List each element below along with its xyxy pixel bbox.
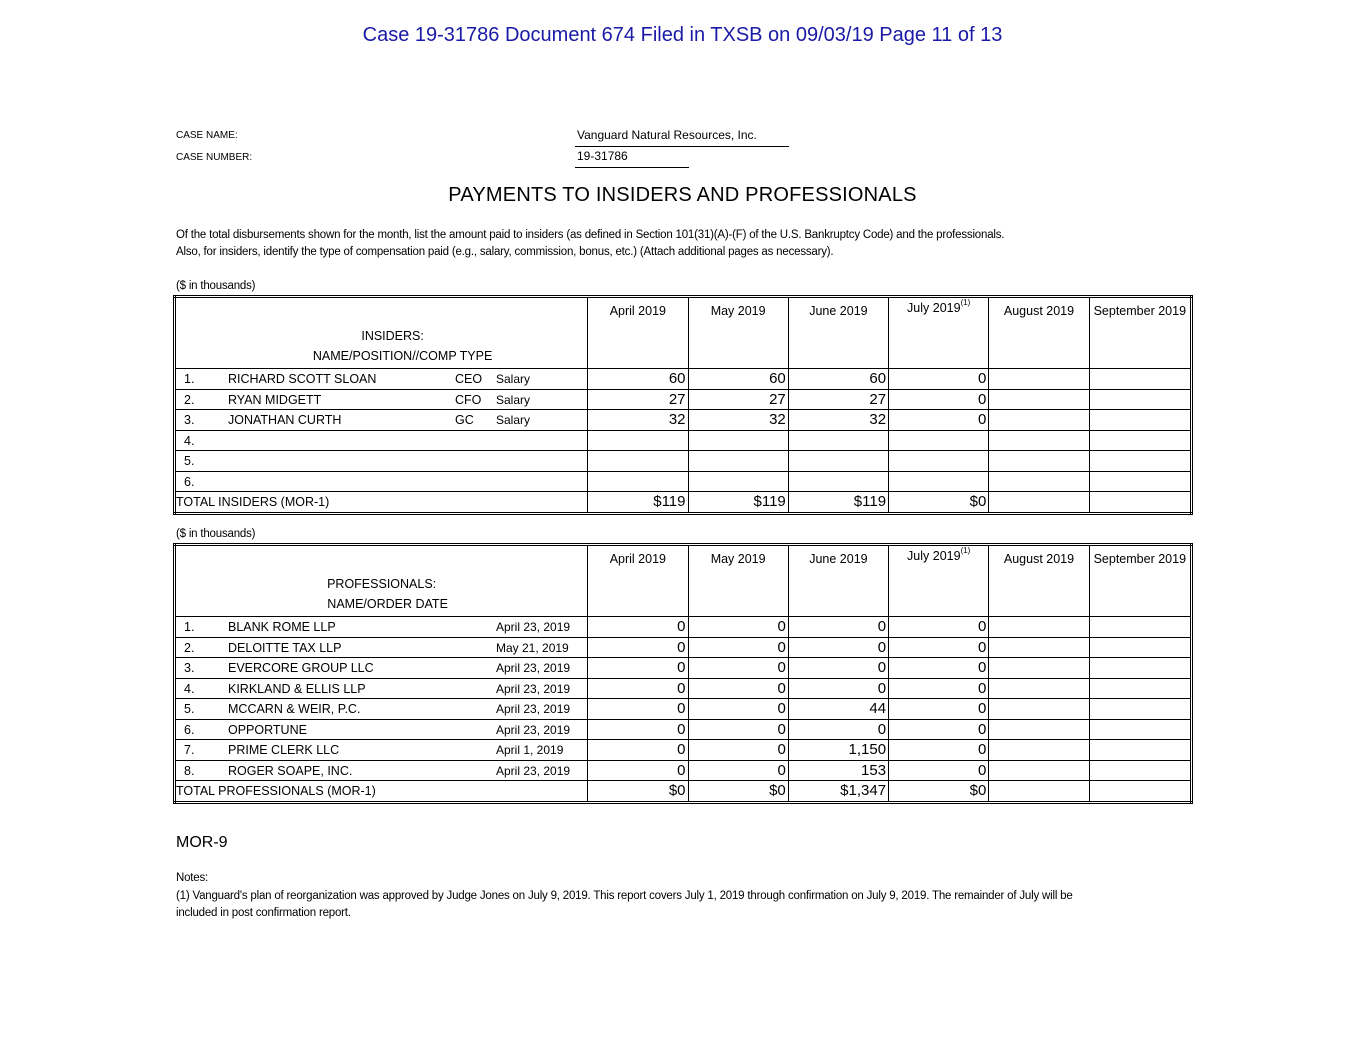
total-cell: $119 <box>588 492 688 514</box>
value-cell: 27 <box>688 389 788 410</box>
value-cell: 27 <box>788 389 888 410</box>
row-number: 6. <box>184 722 195 737</box>
total-cell: $1,347 <box>788 781 888 803</box>
insider-label-cell <box>175 471 588 492</box>
value-cell: 0 <box>688 760 788 781</box>
professional-name: DELOITTE TAX LLP <box>228 640 342 655</box>
value-cell: 0 <box>588 760 688 781</box>
insider-row <box>175 451 1192 472</box>
month-header: June 2019 <box>788 297 888 369</box>
order-date: April 23, 2019 <box>496 661 571 676</box>
value-cell: 0 <box>889 699 989 720</box>
insider-comp-type: Salary <box>496 372 531 387</box>
note-1-line-2: included in post confirmation report. <box>176 907 351 919</box>
insiders-total-row <box>175 492 1192 514</box>
total-cell: $0 <box>588 781 688 803</box>
month-header: June 2019 <box>788 545 888 617</box>
professional-label-cell <box>175 658 588 679</box>
professional-label-cell <box>175 740 588 761</box>
professional-name: ROGER SOAPE, INC. <box>228 763 353 778</box>
value-cell <box>1089 678 1191 699</box>
value-cell <box>1089 658 1191 679</box>
intro-line-2: Also, for insiders, identify the type of compensation paid (e.g., salary, commission, bonus, etc.) (Attach additional pages as necessary). <box>176 246 834 258</box>
value-cell: 0 <box>688 617 788 638</box>
value-cell <box>1089 369 1191 390</box>
value-cell: 0 <box>688 658 788 679</box>
professional-row <box>175 678 1192 699</box>
row-number: 5. <box>184 454 195 469</box>
professional-name: OPPORTUNE <box>228 722 307 737</box>
value-cell <box>989 740 1089 761</box>
insider-comp-type: Salary <box>496 392 531 407</box>
value-cell: 0 <box>889 617 989 638</box>
professional-label-cell <box>175 760 588 781</box>
insiders-total-label: TOTAL INSIDERS (MOR-1) <box>175 492 588 514</box>
insider-position: GC <box>455 413 474 428</box>
professional-name: PRIME CLERK LLC <box>228 743 340 758</box>
total-cell <box>1089 781 1191 803</box>
value-cell: 0 <box>588 699 688 720</box>
insider-row <box>175 410 1192 431</box>
value-cell: 0 <box>588 719 688 740</box>
professional-row <box>175 699 1192 720</box>
month-header-text: July 2019 <box>907 549 961 563</box>
insider-comp-type: Salary <box>496 413 531 428</box>
month-header: September 2019 <box>1089 545 1191 617</box>
professional-name: MCCARN & WEIR, P.C. <box>228 702 361 717</box>
insider-label-cell <box>175 389 588 410</box>
value-cell: 0 <box>788 678 888 699</box>
order-date: April 23, 2019 <box>496 681 571 696</box>
row-number: 7. <box>184 743 195 758</box>
value-cell <box>889 451 989 472</box>
value-cell: 32 <box>788 410 888 431</box>
row-number: 3. <box>184 661 195 676</box>
form-id: MOR-9 <box>176 834 228 851</box>
value-cell <box>1089 760 1191 781</box>
month-header: April 2019 <box>588 545 688 617</box>
professionals-label-cell <box>175 545 588 617</box>
insider-label-cell <box>175 369 588 390</box>
value-cell: 0 <box>889 658 989 679</box>
value-cell: 0 <box>688 740 788 761</box>
row-number: 4. <box>184 433 195 448</box>
value-cell: 32 <box>588 410 688 431</box>
row-number: 5. <box>184 702 195 717</box>
value-cell: 0 <box>889 637 989 658</box>
value-cell: 0 <box>588 637 688 658</box>
insider-row <box>175 430 1192 451</box>
value-cell <box>1089 637 1191 658</box>
total-cell: $0 <box>889 781 989 803</box>
value-cell <box>1089 719 1191 740</box>
value-cell <box>1089 740 1191 761</box>
value-cell <box>989 471 1089 492</box>
insider-row <box>175 369 1192 390</box>
value-cell: 0 <box>889 760 989 781</box>
value-cell <box>588 471 688 492</box>
value-cell <box>1089 471 1191 492</box>
value-cell <box>989 451 1089 472</box>
value-cell: 1,150 <box>788 740 888 761</box>
value-cell: 0 <box>588 740 688 761</box>
value-cell <box>688 471 788 492</box>
value-cell <box>989 637 1089 658</box>
units-note-insiders: ($ in thousands) <box>176 280 256 292</box>
note-1-line-1: (1) Vanguard's plan of reorganization was approved by Judge Jones on July 9, 2019. This report covers July 1, 2019 through confirmation on July 9, 2019. The remainder of July will be <box>176 890 1073 902</box>
professional-label-cell <box>175 699 588 720</box>
value-cell: 32 <box>688 410 788 431</box>
value-cell: 0 <box>889 719 989 740</box>
order-date: April 23, 2019 <box>496 722 571 737</box>
total-cell <box>1089 492 1191 514</box>
total-cell: $119 <box>688 492 788 514</box>
professional-row <box>175 760 1192 781</box>
month-header: May 2019 <box>688 545 788 617</box>
professionals-total-label: TOTAL PROFESSIONALS (MOR-1) <box>175 781 588 803</box>
professional-name: BLANK ROME LLP <box>228 620 336 635</box>
case-name-text: Vanguard Natural Resources, Inc. <box>577 128 757 142</box>
insider-name: RYAN MIDGETT <box>228 392 322 407</box>
intro-line-1: Of the total disbursements shown for the month, list the amount paid to insiders (as defined in Section 101(31)(A)-(F) of the U.S. Bankruptcy Code) and the professionals. <box>176 229 1005 241</box>
value-cell: 0 <box>688 719 788 740</box>
insider-label-cell <box>175 451 588 472</box>
value-cell <box>1089 389 1191 410</box>
insiders-label-cell <box>175 297 588 369</box>
value-cell: 60 <box>588 369 688 390</box>
total-cell <box>989 492 1089 514</box>
professional-row <box>175 719 1192 740</box>
value-cell: 60 <box>788 369 888 390</box>
court-filing-stamp: Case 19-31786 Document 674 Filed in TXSB on 09/03/19 Page 11 of 13 <box>362 24 1003 46</box>
insiders-table <box>173 295 1193 515</box>
professional-label-cell <box>175 719 588 740</box>
value-cell <box>889 430 989 451</box>
value-cell <box>1089 410 1191 431</box>
value-cell <box>989 369 1089 390</box>
insiders-subheading: NAME/POSITION//COMP TYPE <box>312 349 493 363</box>
value-cell <box>989 699 1089 720</box>
order-date: April 23, 2019 <box>496 620 571 635</box>
value-cell: 0 <box>688 678 788 699</box>
month-header-july <box>889 545 989 617</box>
case-number-text: 19-31786 <box>577 149 628 163</box>
value-cell <box>989 760 1089 781</box>
insider-name: RICHARD SCOTT SLOAN <box>228 372 377 387</box>
row-number: 2. <box>184 640 195 655</box>
value-cell <box>989 658 1089 679</box>
insider-position: CFO <box>455 392 482 407</box>
value-cell: 0 <box>889 389 989 410</box>
professional-row <box>175 740 1192 761</box>
month-header-text: July 2019 <box>907 301 961 315</box>
value-cell <box>688 430 788 451</box>
professional-row <box>175 637 1192 658</box>
page-title: PAYMENTS TO INSIDERS AND PROFESSIONALS <box>448 184 917 206</box>
value-cell <box>989 617 1089 638</box>
professional-label-cell <box>175 637 588 658</box>
value-cell: 0 <box>788 637 888 658</box>
value-cell: 60 <box>688 369 788 390</box>
value-cell <box>588 430 688 451</box>
value-cell <box>1089 699 1191 720</box>
value-cell: 0 <box>788 658 888 679</box>
row-number: 1. <box>184 620 195 635</box>
month-header: August 2019 <box>989 545 1089 617</box>
value-cell: 0 <box>889 678 989 699</box>
value-cell <box>889 471 989 492</box>
order-date: April 23, 2019 <box>496 702 571 717</box>
professionals-header-row <box>175 545 1192 617</box>
insider-position: CEO <box>455 372 483 387</box>
professionals-total-row <box>175 781 1192 803</box>
value-cell: 44 <box>788 699 888 720</box>
value-cell: 0 <box>688 637 788 658</box>
row-number: 4. <box>184 681 195 696</box>
row-number: 3. <box>184 413 195 428</box>
value-cell: 0 <box>889 369 989 390</box>
row-number: 8. <box>184 763 195 778</box>
total-cell <box>989 781 1089 803</box>
professional-label-cell <box>175 617 588 638</box>
value-cell: 0 <box>688 699 788 720</box>
row-number: 1. <box>184 372 195 387</box>
case-number-value <box>575 149 689 168</box>
professionals-subheading: NAME/ORDER DATE <box>327 597 448 611</box>
value-cell: 0 <box>788 719 888 740</box>
value-cell <box>989 410 1089 431</box>
month-header: May 2019 <box>688 297 788 369</box>
professional-name: EVERCORE GROUP LLC <box>228 661 374 676</box>
value-cell <box>989 430 1089 451</box>
professional-name: KIRKLAND & ELLIS LLP <box>228 681 366 696</box>
professional-row <box>175 658 1192 679</box>
units-note-professionals: ($ in thousands) <box>176 528 256 540</box>
value-cell <box>989 678 1089 699</box>
value-cell <box>588 451 688 472</box>
notes-label: Notes: <box>176 872 209 884</box>
insider-label-cell <box>175 430 588 451</box>
insiders-heading: INSIDERS: <box>361 329 424 343</box>
professionals-heading: PROFESSIONALS: <box>327 577 437 591</box>
value-cell <box>1089 617 1191 638</box>
footnote-marker: (1) <box>960 298 971 307</box>
value-cell: 0 <box>889 410 989 431</box>
value-cell <box>788 451 888 472</box>
value-cell <box>1089 451 1191 472</box>
case-name-label: CASE NAME: <box>176 130 238 141</box>
total-cell: $0 <box>889 492 989 514</box>
insider-row <box>175 471 1192 492</box>
month-header: August 2019 <box>989 297 1089 369</box>
order-date: April 23, 2019 <box>496 763 571 778</box>
value-cell: 0 <box>588 678 688 699</box>
month-header-july <box>889 297 989 369</box>
month-header: April 2019 <box>588 297 688 369</box>
row-number: 6. <box>184 474 195 489</box>
insider-row <box>175 389 1192 410</box>
month-header: September 2019 <box>1089 297 1191 369</box>
value-cell <box>1089 430 1191 451</box>
insider-name: JONATHAN CURTH <box>228 413 342 428</box>
total-cell: $119 <box>788 492 888 514</box>
value-cell <box>688 451 788 472</box>
value-cell <box>788 471 888 492</box>
value-cell: 153 <box>788 760 888 781</box>
professionals-table <box>173 543 1193 804</box>
footnote-marker: (1) <box>960 546 971 555</box>
value-cell: 0 <box>588 658 688 679</box>
order-date: April 1, 2019 <box>496 743 564 758</box>
case-number-label: CASE NUMBER: <box>176 152 253 163</box>
professional-row <box>175 617 1192 638</box>
total-cell: $0 <box>688 781 788 803</box>
order-date: May 21, 2019 <box>496 640 569 655</box>
row-number: 2. <box>184 392 195 407</box>
value-cell: 0 <box>788 617 888 638</box>
insiders-header-row <box>175 297 1192 369</box>
value-cell: 0 <box>588 617 688 638</box>
value-cell <box>989 719 1089 740</box>
value-cell <box>989 389 1089 410</box>
insider-label-cell <box>175 410 588 431</box>
case-name-value <box>575 128 789 147</box>
value-cell <box>788 430 888 451</box>
value-cell: 0 <box>889 740 989 761</box>
value-cell: 27 <box>588 389 688 410</box>
professional-label-cell <box>175 678 588 699</box>
